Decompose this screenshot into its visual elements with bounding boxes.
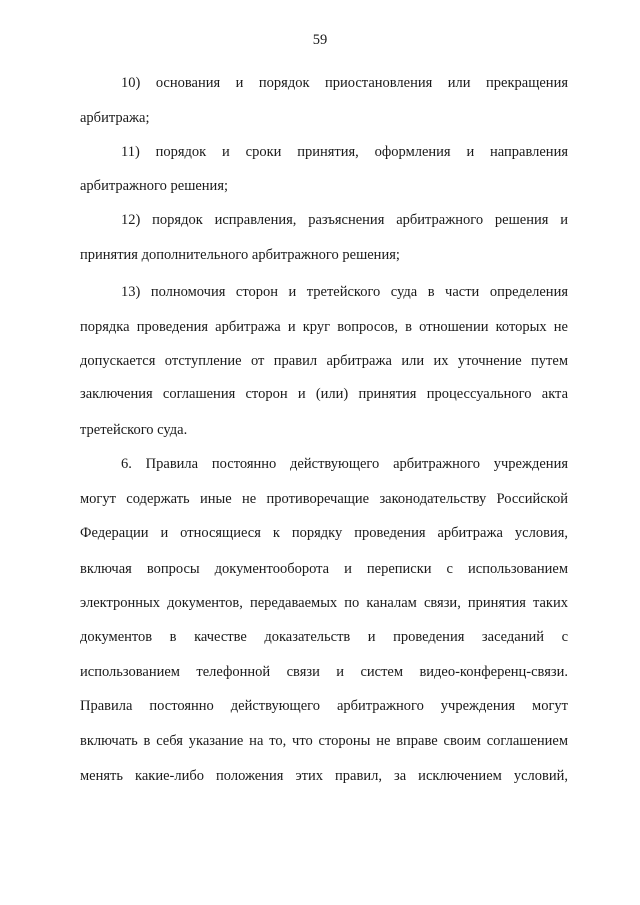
- text-line: включать в себя указание на то, что стороны не вправе своим соглашением: [80, 733, 568, 749]
- text-line: Федерации и относящиеся к порядку проведения арбитража условия,: [80, 525, 568, 541]
- text-line: могут содержать иные не противоречащие законодательству Российской: [80, 491, 568, 507]
- text-line: 13) полномочия сторон и третейского суда в части определения: [121, 284, 568, 300]
- text-line: порядка проведения арбитража и круг вопросов, в отношении которых не: [80, 319, 568, 335]
- text-line: использованием телефонной связи и систем видео-конференц-связи.: [80, 664, 568, 680]
- text-line: арбитража;: [80, 110, 150, 126]
- text-line: заключения соглашения сторон и (или) принятия процессуального акта: [80, 386, 568, 402]
- text-line: 10) основания и порядок приостановления или прекращения: [121, 75, 568, 91]
- page-number: 59: [312, 32, 328, 48]
- text-line: менять какие-либо положения этих правил, за исключением условий,: [80, 768, 568, 784]
- text-line: 12) порядок исправления, разъяснения арбитражного решения и: [121, 212, 568, 228]
- text-line: включая вопросы документооборота и переписки с использованием: [80, 561, 568, 577]
- text-line: арбитражного решения;: [80, 178, 229, 194]
- text-line: принятия дополнительного арбитражного решения;: [80, 247, 400, 263]
- text-line: 11) порядок и сроки принятия, оформления и направления: [121, 144, 568, 160]
- text-line: Правила постоянно действующего арбитражного учреждения могут: [80, 698, 568, 714]
- text-line: документов в качестве доказательств и проведения заседаний с: [80, 629, 568, 645]
- text-line: электронных документов, передаваемых по каналам связи, принятия таких: [80, 595, 568, 611]
- text-line: третейского суда.: [80, 422, 188, 438]
- text-line: 6. Правила постоянно действующего арбитражного учреждения: [121, 456, 568, 472]
- text-line: допускается отступление от правил арбитража или их уточнение путем: [80, 353, 568, 369]
